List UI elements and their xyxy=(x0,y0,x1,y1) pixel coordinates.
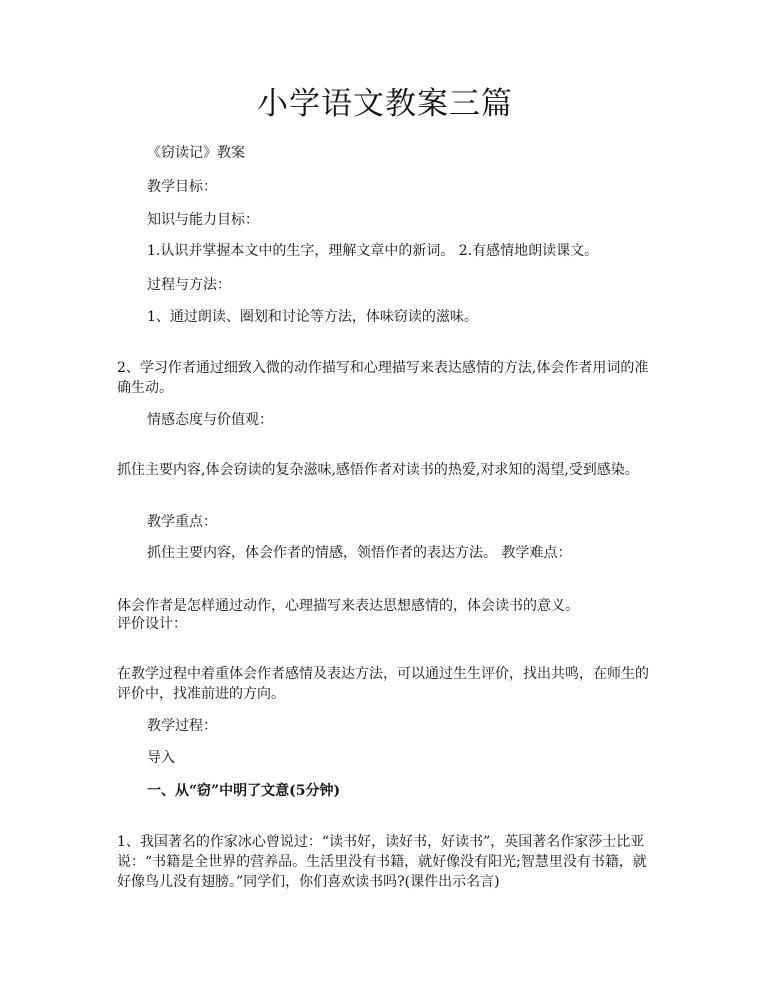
section-one-heading: 一、从“窃”中明了文意(5分钟) xyxy=(147,783,341,799)
intro-heading: 导入 xyxy=(147,750,175,766)
evaluation-text: 在教学过程中着重体会作者感情及表达方法，可以通过生生评价，找出共鸣，在师生的评价中，找准前进的方向。 xyxy=(117,666,649,702)
emotion-text: 抓住主要内容,体会窃读的复杂滋味,感悟作者对读书的热爱,对求知的渴望,受到感染。 xyxy=(117,462,639,478)
key-points-text: 抓住主要内容，体会作者的情感，领悟作者的表达方法。 教学难点： xyxy=(147,545,572,561)
document-title: 小学语文教案三篇 xyxy=(257,86,513,122)
lesson-title: 《窃读记》教案 xyxy=(147,145,245,161)
teaching-process-heading: 教学过程： xyxy=(147,718,217,734)
knowledge-heading: 知识与能力目标： xyxy=(147,212,259,228)
evaluation-heading: 评价设计： xyxy=(117,616,187,632)
knowledge-items: 1.认识并掌握本文中的生字，理解文章中的新词。 2.有感情地朗读课文。 xyxy=(147,243,599,259)
goals-heading: 教学目标： xyxy=(147,179,217,195)
section-one-text: 1、我国著名的作家冰心曾说过：“读书好，读好书，好读书”，英国著名作家莎士比亚说：“书籍是全世界的营养品。生活里没有书籍，就好像没有阳光;智慧里没有书籍，就好像鸟儿没有翅膀。”同学们，你们喜欢读书吗?(课件出示名言) xyxy=(117,834,647,890)
process-heading: 过程与方法： xyxy=(147,277,231,293)
emotion-heading: 情感态度与价值观： xyxy=(147,412,273,428)
process-item-1: 1、通过朗读、圈划和讨论等方法，体味窃读的滋味。 xyxy=(147,309,478,325)
key-points-heading: 教学重点： xyxy=(147,514,217,530)
process-item-2: 2、学习作者通过细致入微的动作描写和心理描写来表达感情的方法,体会作者用词的准确生动。 xyxy=(117,360,649,396)
difficulty-text: 体会作者是怎样通过动作，心理描写来表达思想感情的，体会读书的意义。 xyxy=(117,598,579,614)
